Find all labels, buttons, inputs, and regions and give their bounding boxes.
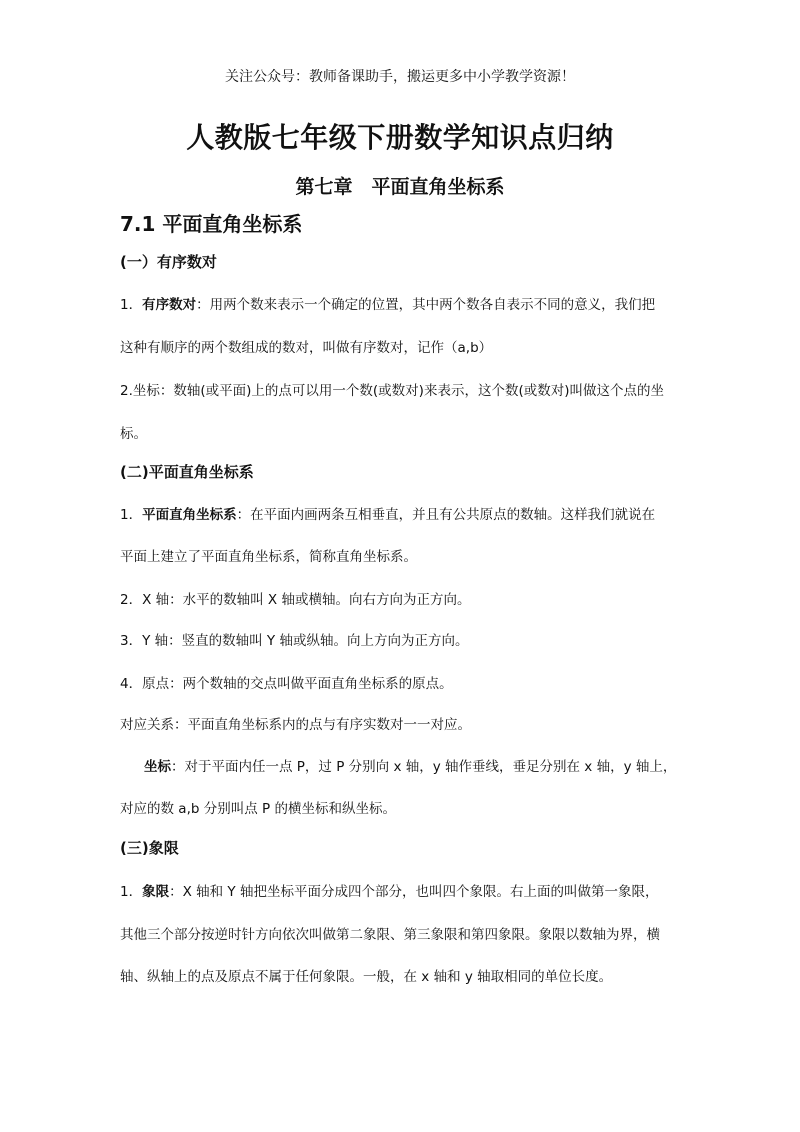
definition-text: ：对于平面内任一点 P，过 P 分别向 x 轴，y 轴作垂线，垂足分别在 x 轴，y 轴上，	[171, 759, 677, 775]
term-coordinate-system: 平面直角坐标系	[142, 507, 237, 523]
paragraph-correspondence: 对应关系：平面直角坐标系内的点与有序实数对一一对应。	[120, 717, 471, 733]
paragraph-quadrants-line2: 其他三个部分按逆时针方向依次叫做第二象限、第三象限和第四象限。象限以数轴为界，横	[120, 927, 660, 943]
paragraph-coordinate-system-def-line1	[120, 503, 690, 523]
paragraph-ordered-pair-def-line1	[120, 293, 690, 313]
subsection-quadrants-heading: (三)象限	[120, 839, 179, 857]
paragraph-coordinate-def-line2: 标。	[120, 426, 147, 442]
definition-text: ：X 轴和 Y 轴把坐标平面分成四个部分，也叫四个象限。右上面的叫做第一象限，	[169, 884, 659, 900]
paragraph-coordinates-line1	[144, 755, 704, 775]
definition-text: ：在平面内画两条互相垂直，并且有公共原点的数轴。这样我们就说在	[236, 507, 656, 523]
paragraph-x-axis: 2．X 轴：水平的数轴叫 X 轴或横轴。向右方向为正方向。	[120, 592, 471, 608]
item-number: 1．	[120, 884, 143, 900]
item-number: 1．	[120, 297, 143, 313]
header-notice: 关注公众号：教师备课助手，搬运更多中小学教学资源！	[225, 69, 575, 85]
paragraph-coordinate-system-def-line2: 平面上建立了平面直角坐标系，简称直角坐标系。	[120, 549, 417, 565]
paragraph-coordinate-def-line1: 2.坐标：数轴(或平面)上的点可以用一个数(或数对)来表示，这个数(或数对)叫做这个点的坐	[120, 383, 664, 399]
paragraph-y-axis: 3．Y 轴：竖直的数轴叫 Y 轴或纵轴。向上方向为正方向。	[120, 633, 469, 649]
term-quadrant: 象限	[142, 884, 170, 900]
paragraph-quadrants-line1	[120, 880, 690, 900]
paragraph-ordered-pair-def-line2: 这种有顺序的两个数组成的数对，叫做有序数对，记作（a,b）	[120, 340, 493, 356]
paragraph-coordinates-line2: 对应的数 a,b 分别叫点 P 的横坐标和纵坐标。	[120, 801, 396, 817]
term-coordinates: 坐标	[144, 759, 171, 775]
term-ordered-pair: 有序数对	[142, 297, 197, 313]
item-number: 1．	[120, 507, 143, 523]
paragraph-origin: 4．原点：两个数轴的交点叫做平面直角坐标系的原点。	[120, 676, 453, 692]
definition-text: ：用两个数来表示一个确定的位置，其中两个数各自表示不同的意义，我们把	[196, 297, 656, 313]
section-title: 7.1 平面直角坐标系	[120, 212, 303, 236]
chapter-title: 第七章 平面直角坐标系	[295, 176, 505, 198]
subsection-ordered-pairs-heading: (一）有序数对	[120, 253, 217, 271]
paragraph-quadrants-line3: 轴、纵轴上的点及原点不属于任何象限。一般，在 x 轴和 y 轴取相同的单位长度。	[120, 969, 613, 985]
document-title: 人教版七年级下册数学知识点归纳	[186, 121, 614, 154]
subsection-coordinate-system-heading: (二)平面直角坐标系	[120, 463, 254, 481]
